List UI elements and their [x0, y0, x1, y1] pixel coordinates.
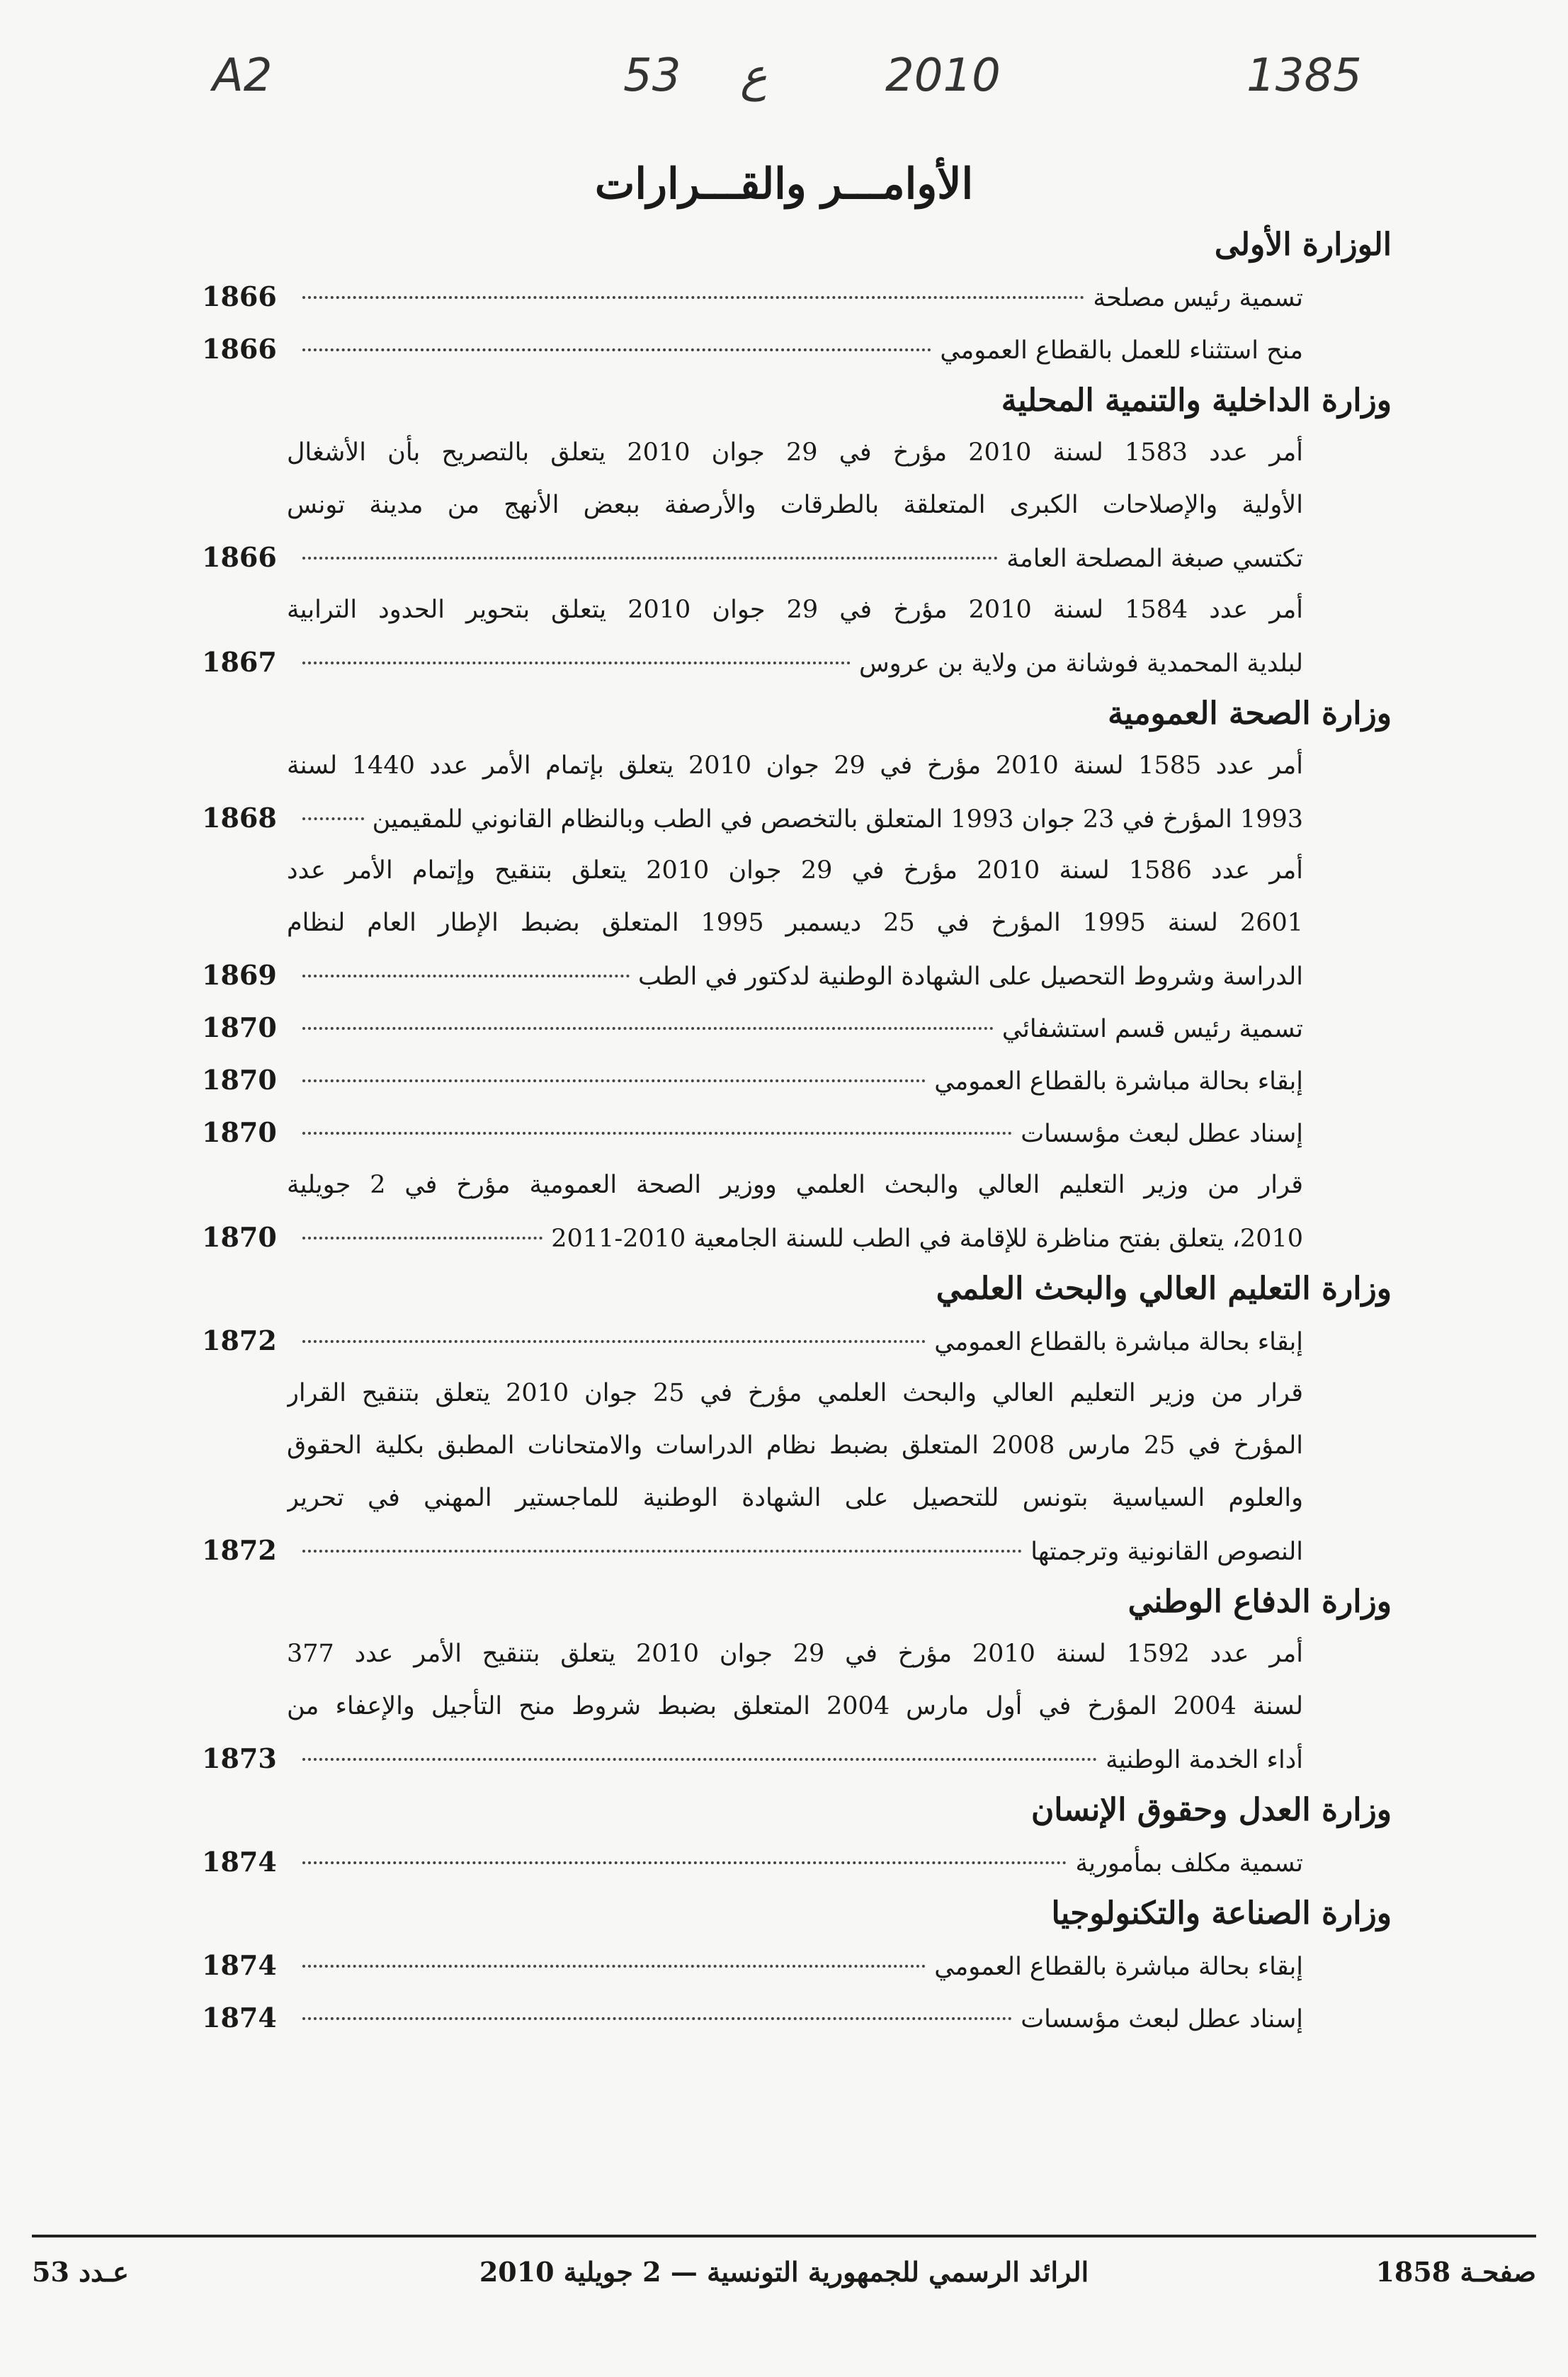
entry-text-line: أمر عدد 1586 لسنة 2010 مؤرخ في 29 جوان 2010 يتعلق بتنقيح وإتمام الأمر عدد — [287, 856, 1303, 885]
handwritten-note: ع — [740, 50, 768, 102]
entry-text-line: أمر عدد 1583 لسنة 2010 مؤرخ في 29 جوان 2010 يتعلق بالتصريح بأن الأشغال — [287, 438, 1303, 467]
toc-entry[interactable] — [202, 1054, 1392, 1106]
dot-leader — [302, 1237, 542, 1239]
ministry-section — [202, 220, 1392, 375]
dot-leader — [302, 1861, 1067, 1864]
footer-page-number: صفحـة 1858 — [1375, 2256, 1536, 2288]
toc-entry[interactable] — [202, 1002, 1392, 1054]
entry-text-line: المؤرخ في 25 مارس 2008 المتعلق بضبط نظام الدراسات والامتحانات المطبق بكلية الحقوق — [287, 1431, 1304, 1460]
dot-leader — [302, 975, 630, 977]
entry-text-line: الأولية والإصلاحات الكبرى المتعلقة بالطرقات والأرصفة ببعض الأنهج من مدينة تونس — [287, 491, 1303, 519]
entry-text-line: إبقاء بحالة مباشرة بالقطاع العمومي — [934, 1067, 1303, 1096]
page-footer — [32, 2256, 1536, 2305]
handwritten-note: 2010 — [885, 50, 1001, 102]
toc-entry[interactable] — [202, 1836, 1392, 1888]
entry-text-line: 2010، يتعلق بفتح مناظرة للإقامة في الطب للسنة الجامعية 2010-2011 — [551, 1225, 1303, 1253]
entry-page-number: 1866 — [202, 541, 277, 573]
toc-entry[interactable] — [202, 531, 1392, 584]
dot-leader — [302, 2017, 1012, 2020]
entry-page-number: 1872 — [202, 1324, 277, 1356]
dot-leader — [302, 1132, 1012, 1135]
entry-text-line: تسمية رئيس مصلحة — [1093, 284, 1303, 312]
entry-page-number: 1874 — [202, 2002, 277, 2033]
ministry-title: وزارة الصحة العمومية — [1108, 696, 1392, 732]
footer-publication: الرائد الرسمي للجمهورية التونسية — 2 جويلية 2010 — [479, 2256, 1089, 2288]
ministry-title: الوزارة الأولى — [1214, 227, 1392, 263]
toc-entry[interactable] — [202, 949, 1392, 1002]
entry-page-number: 1873 — [202, 1742, 277, 1774]
entry-page-number: 1874 — [202, 1846, 277, 1878]
dot-leader — [302, 348, 931, 351]
entry-text-line: النصوص القانونية وترجمتها — [1030, 1538, 1303, 1566]
handwritten-note: 1385 — [1246, 50, 1362, 102]
entry-text-line: قرار من وزير التعليم العالي والبحث العلمي ووزير الصحة العمومية مؤرخ في 2 جويلية — [287, 1171, 1303, 1199]
footer-divider — [32, 2235, 1536, 2237]
toc-entry[interactable] — [202, 1106, 1392, 1159]
toc-entry[interactable] — [202, 636, 1392, 688]
entry-text-line: تسمية مكلف بمأمورية — [1075, 1849, 1303, 1878]
dot-leader — [302, 817, 364, 820]
entry-text-line: أمر عدد 1585 لسنة 2010 مؤرخ في 29 جوان 2010 يتعلق بإتمام الأمر عدد 1440 لسنة — [287, 751, 1303, 780]
toc-entry[interactable] — [202, 271, 1392, 323]
entry-text-line: إسناد عطل لبعث مؤسسات — [1021, 1120, 1303, 1148]
entry-page-number: 1870 — [202, 1221, 277, 1253]
table-of-contents — [202, 220, 1392, 2044]
entry-page-number: 1866 — [202, 280, 277, 312]
entry-page-number: 1874 — [202, 1949, 277, 1981]
dot-leader — [302, 1550, 1022, 1553]
entry-page-number: 1867 — [202, 646, 277, 678]
dot-leader — [302, 1340, 926, 1343]
ministry-section — [202, 1264, 1392, 1577]
entry-page-number: 1870 — [202, 1064, 277, 1096]
ministry-section — [202, 688, 1392, 1264]
toc-entry[interactable] — [202, 1939, 1392, 1992]
entry-text-line: والعلوم السياسية بتونس للتحصيل على الشهادة الوطنية للماجستير المهني في تحرير — [287, 1484, 1303, 1512]
ministry-title: وزارة الداخلية والتنمية المحلية — [1001, 382, 1392, 419]
ministry-title: وزارة التعليم العالي والبحث العلمي — [936, 1271, 1392, 1307]
toc-entry[interactable] — [202, 1315, 1392, 1367]
entry-text-line: إبقاء بحالة مباشرة بالقطاع العمومي — [934, 1953, 1303, 1981]
dot-leader — [302, 1758, 1097, 1761]
entry-page-number: 1866 — [202, 333, 277, 365]
entry-text-line: تكتسي صبغة المصلحة العامة — [1006, 545, 1303, 573]
page-title: الأوامـــر والقـــرارات — [594, 159, 974, 209]
handwritten-note: A2 — [212, 50, 273, 102]
entry-text-line: تسمية رئيس قسم استشفائي — [1001, 1015, 1303, 1043]
dot-leader — [302, 1079, 926, 1082]
entry-text-line: لسنة 2004 المؤرخ في أول مارس 2004 المتعلق بضبط شروط منح التأجيل والإعفاء من — [287, 1692, 1303, 1720]
entry-text-line: إسناد عطل لبعث مؤسسات — [1021, 2005, 1303, 2033]
entry-text-line: إبقاء بحالة مباشرة بالقطاع العمومي — [934, 1328, 1303, 1356]
entry-text-line: أداء الخدمة الوطنية — [1106, 1746, 1303, 1774]
toc-entry[interactable] — [202, 1211, 1392, 1264]
entry-text-line: الدراسة وشروط التحصيل على الشهادة الوطنية لدكتور في الطب — [637, 963, 1303, 991]
entry-text-line: 2601 لسنة 1995 المؤرخ في 25 ديسمبر 1995 المتعلق بضبط الإطار العام لنظام — [287, 909, 1303, 937]
ministry-section — [202, 1888, 1392, 2044]
handwritten-note: 53 — [623, 50, 681, 102]
ministry-title: وزارة الدفاع الوطني — [1127, 1584, 1392, 1620]
toc-entry[interactable] — [202, 323, 1392, 375]
ministry-title: وزارة العدل وحقوق الإنسان — [1030, 1792, 1392, 1828]
dot-leader — [302, 1027, 994, 1030]
entry-page-number: 1868 — [202, 802, 277, 834]
toc-entry[interactable] — [202, 1732, 1392, 1785]
entry-text-line: 1993 المؤرخ في 23 جوان 1993 المتعلق بالتخصص في الطب وبالنظام القانوني للمقيمين — [372, 805, 1303, 834]
entry-page-number: 1869 — [202, 959, 277, 991]
dot-leader — [302, 662, 851, 664]
entry-page-number: 1870 — [202, 1011, 277, 1043]
toc-entry[interactable] — [202, 1524, 1392, 1577]
entry-text-line: لبلدية المحمدية فوشانة من ولاية بن عروس — [858, 649, 1303, 678]
footer-issue-number: عـدد 53 — [32, 2256, 129, 2288]
ministry-section — [202, 375, 1392, 688]
entry-page-number: 1870 — [202, 1116, 277, 1148]
ministry-title: وزارة الصناعة والتكنولوجيا — [1051, 1895, 1392, 1931]
ministry-section — [202, 1577, 1392, 1785]
entry-page-number: 1872 — [202, 1534, 277, 1566]
ministry-section — [202, 1785, 1392, 1888]
entry-text-line: منح استثناء للعمل بالقطاع العمومي — [940, 336, 1303, 365]
entry-text-line: أمر عدد 1584 لسنة 2010 مؤرخ في 29 جوان 2010 يتعلق بتحوير الحدود الترابية — [287, 596, 1303, 624]
toc-entry[interactable] — [202, 792, 1392, 844]
dot-leader — [302, 296, 1084, 299]
entry-text-line: أمر عدد 1592 لسنة 2010 مؤرخ في 29 جوان 2010 يتعلق بتنقيح الأمر عدد 377 — [287, 1640, 1303, 1668]
entry-text-line: قرار من وزير التعليم العالي والبحث العلمي مؤرخ في 25 جوان 2010 يتعلق بتنقيح القرار — [287, 1379, 1303, 1407]
toc-entry[interactable] — [202, 1992, 1392, 2044]
dot-leader — [302, 1965, 926, 1968]
dot-leader — [302, 557, 998, 560]
